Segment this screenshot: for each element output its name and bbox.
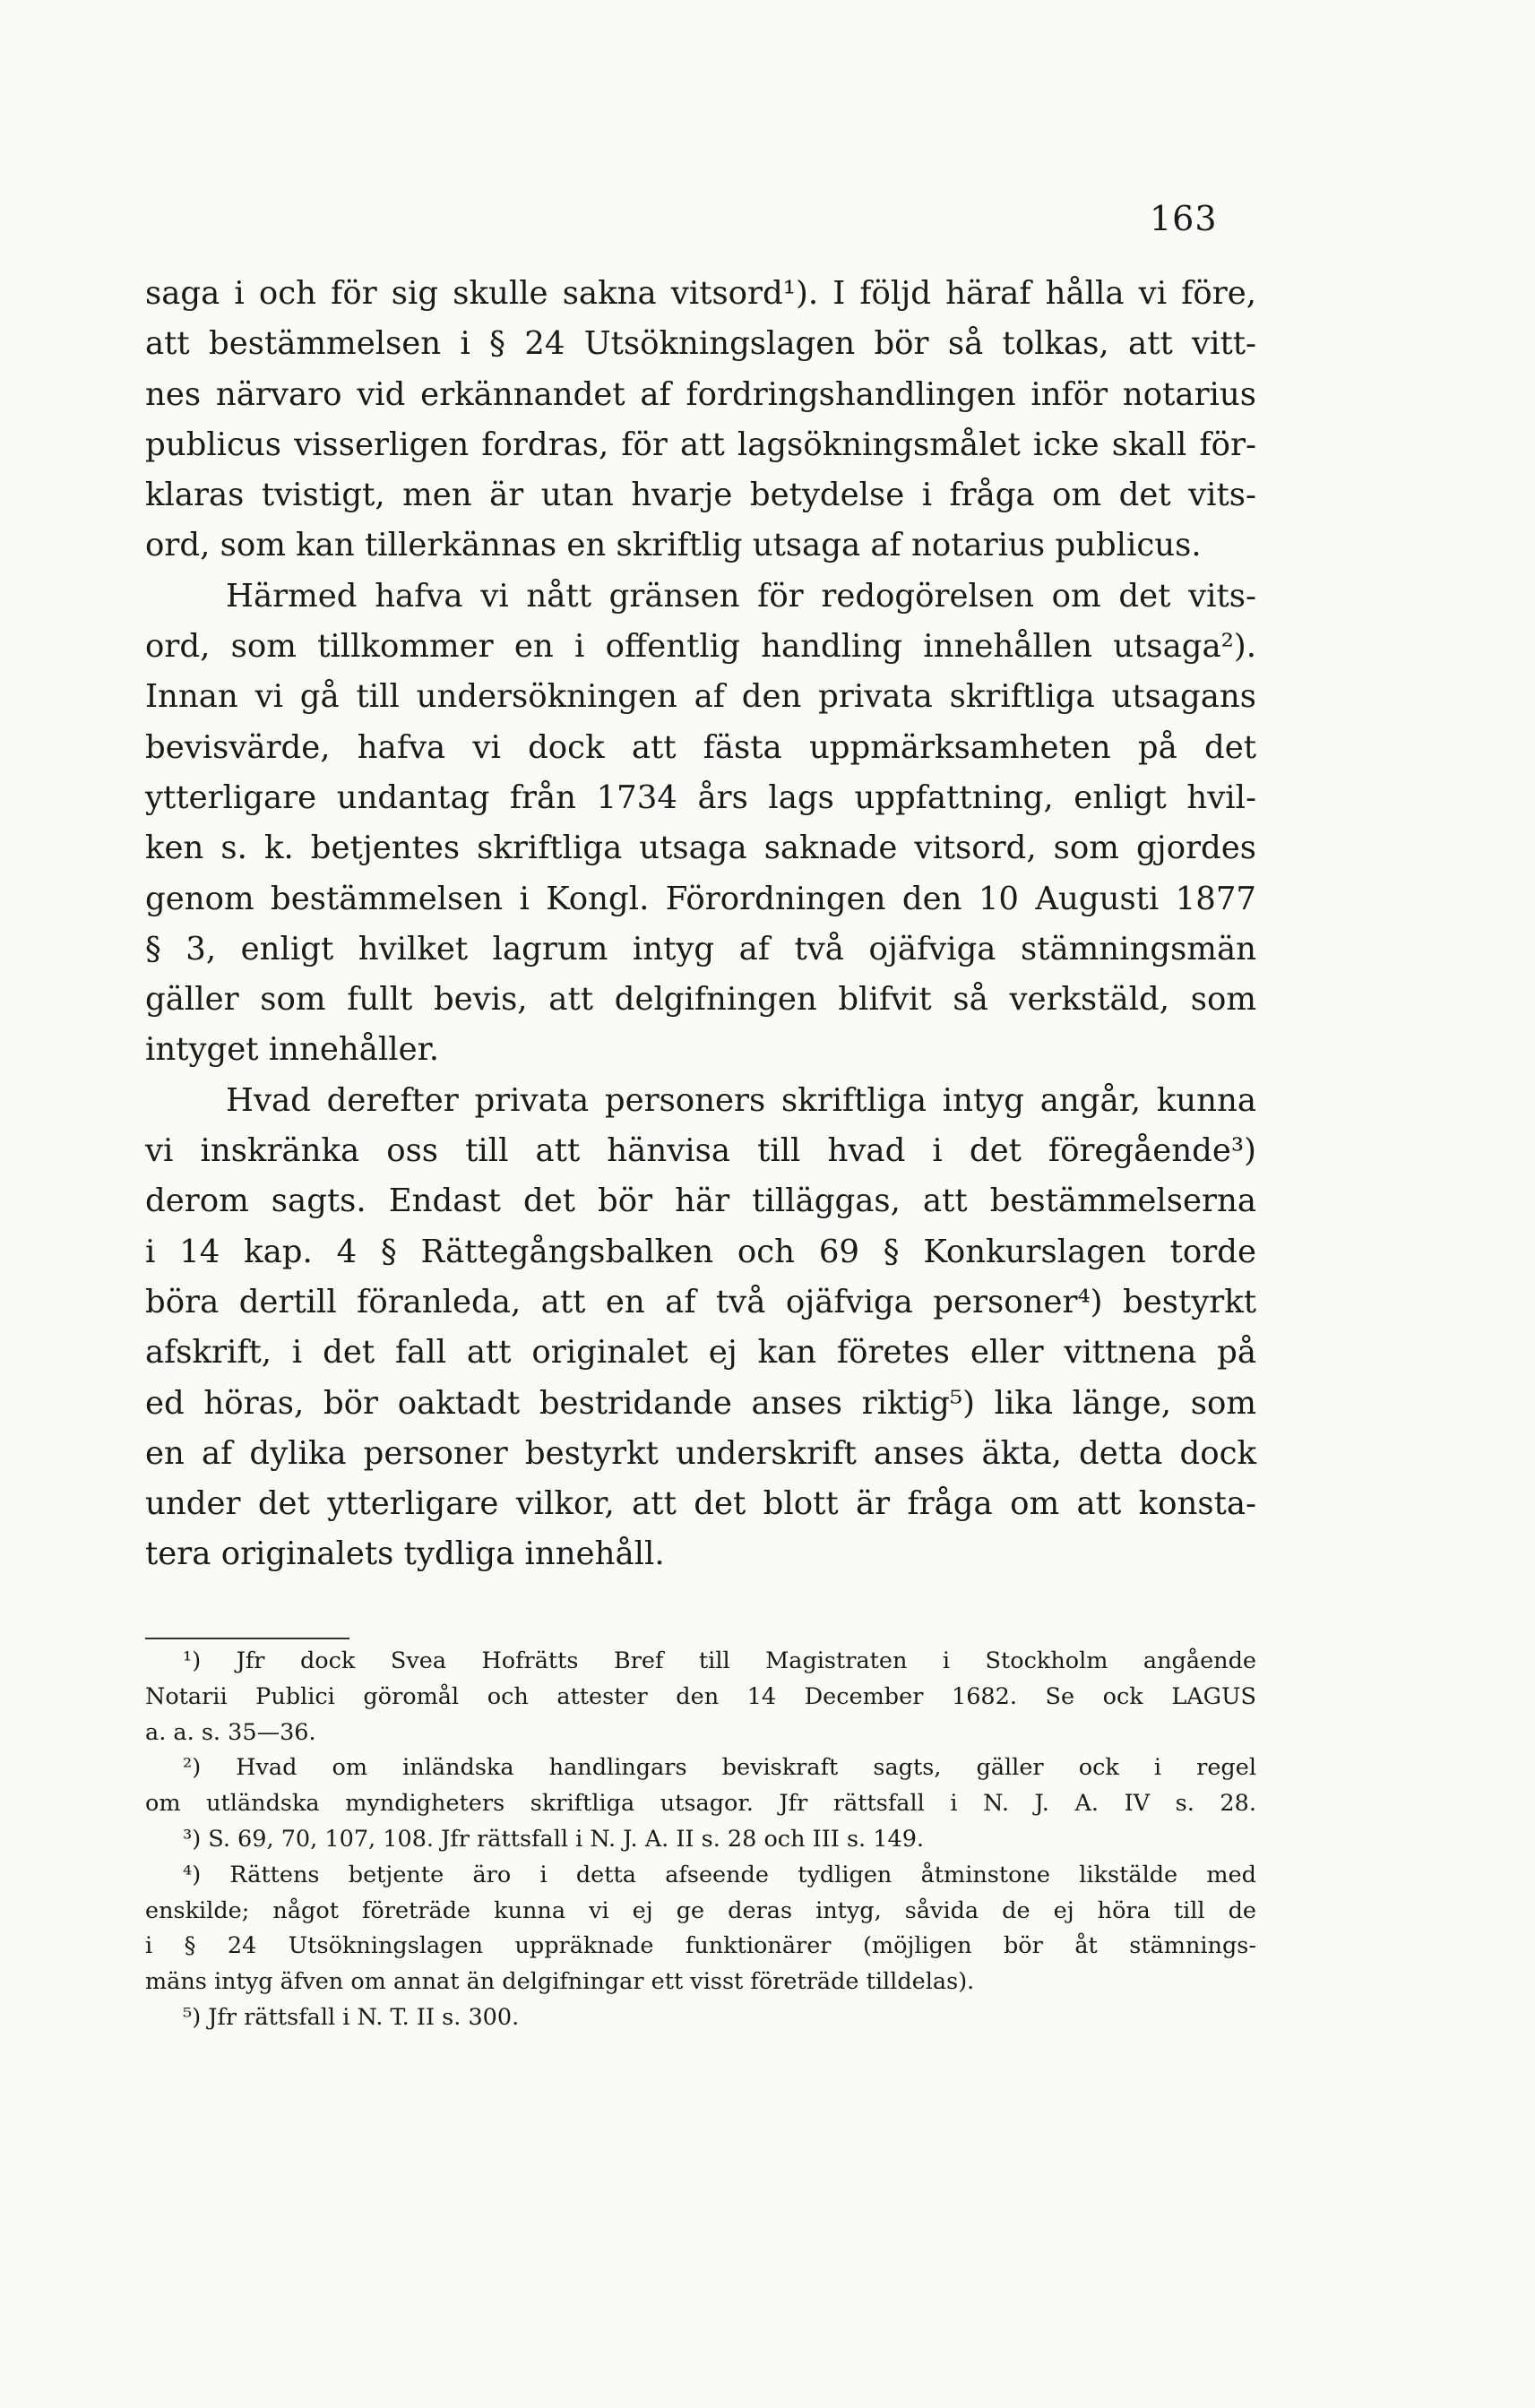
- text-line: vi inskränka oss till att hänvisa till hvad i det föregående³): [145, 1132, 1256, 1170]
- text-line: gäller som fullt bevis, att delgifningen blifvit så verkstäld, som: [145, 981, 1256, 1019]
- footnote-line: mäns intyg äfven om annat än delgifningar ett visst företräde tilldelas).: [145, 1968, 975, 1996]
- footnote-line: a. a. s. 35—36.: [145, 1718, 316, 1746]
- footnote-line: ⁴) Rättens betjente äro i detta afseende tydligen åtminstone likstälde med: [183, 1861, 1256, 1888]
- footnotes: [145, 1644, 1256, 2036]
- footnote-line: ²) Hvad om inländska handlingars beviskraft sagts, gäller ock i regel: [183, 1754, 1256, 1782]
- text-line: bevisvärde, hafva vi dock att fästa uppmärksamheten på det: [145, 728, 1256, 766]
- text-line: ord, som tillkommer en i offentlig handling innehållen utsaga²).: [145, 628, 1256, 666]
- text-line: ytterligare undantag från 1734 års lags uppfattning, enligt hvil-: [145, 778, 1256, 816]
- text-line: tera originalets tydliga innehåll.: [145, 1535, 665, 1573]
- text-line: derom sagts. Endast det bör här tilläggas, att bestämmelserna: [145, 1182, 1256, 1220]
- text-line: i 14 kap. 4 § Rättegångsbalken och 69 § Konkurslagen torde: [145, 1233, 1256, 1270]
- text-line: Innan vi gå till undersökningen af den privata skriftliga utsagans: [145, 678, 1256, 716]
- text-line: § 3, enligt hvilket lagrum intyg af två ojäfviga stämningsmän: [145, 930, 1256, 968]
- text-line: under det ytterligare vilkor, att det blott är fråga om att konsta-: [145, 1485, 1256, 1523]
- text-line: afskrift, i det fall att originalet ej kan företes eller vittnena på: [145, 1334, 1256, 1372]
- footnote-line: Notarii Publici göromål och attester den 14 December 1682. Se ock LAGUS: [145, 1682, 1256, 1710]
- text-line: ed höras, bör oaktadt bestridande anses riktig⁵) lika länge, som: [145, 1384, 1256, 1422]
- text-line: ord, som kan tillerkännas en skriftlig utsaga af notarius publicus.: [145, 527, 1202, 564]
- text-line: saga i och för sig skulle sakna vitsord¹). I följd häraf hålla vi före,: [145, 275, 1256, 312]
- footnote-line: ¹) Jfr dock Svea Hofrätts Bref till Magistraten i Stockholm angående: [183, 1647, 1256, 1674]
- body-text: [145, 269, 1256, 1580]
- page-number: 163: [1150, 199, 1218, 238]
- text-line: klaras tvistigt, men är utan hvarje betydelse i fråga om det vits-: [145, 477, 1256, 514]
- text-line: ken s. k. betjentes skriftliga utsaga saknade vitsord, som gjordes: [145, 830, 1256, 867]
- text-line: att bestämmelsen i § 24 Utsökningslagen bör så tolkas, att vitt-: [145, 325, 1256, 363]
- text-line: böra dertill föranleda, att en af två ojäfviga personer⁴) bestyrkt: [145, 1283, 1256, 1320]
- footnote-line: i § 24 Utsökningslagen uppräknade funktionärer (möjligen bör åt stämnings-: [145, 1932, 1256, 1960]
- text-line: Härmed hafva vi nått gränsen för redogörelsen om det vits-: [226, 577, 1256, 615]
- footnote-line: enskilde; något företräde kunna vi ej ge deras intyg, såvida de ej höra till de: [145, 1896, 1256, 1924]
- text-line: publicus visserligen fordras, för att lagsökningsmålet icke skall för-: [145, 426, 1256, 463]
- text-line: Hvad derefter privata personers skriftliga intyg angår, kunna: [226, 1081, 1256, 1119]
- text-line: nes närvaro vid erkännandet af fordringshandlingen inför notarius: [145, 375, 1256, 413]
- text-line: intyget innehåller.: [145, 1031, 440, 1069]
- footnote-divider: [145, 1638, 349, 1639]
- footnote-line: ³) S. 69, 70, 107, 108. Jfr rättsfall i N. J. A. II s. 28 och III s. 149.: [183, 1825, 925, 1853]
- footnote-line: ⁵) Jfr rättsfall i N. T. II s. 300.: [183, 2003, 520, 2031]
- text-line: en af dylika personer bestyrkt underskrift anses äkta, detta dock: [145, 1434, 1256, 1472]
- text-line: genom bestämmelsen i Kongl. Förordningen den 10 Augusti 1877: [145, 880, 1256, 917]
- footnote-line: om utländska myndigheters skriftliga utsagor. Jfr rättsfall i N. J. A. IV s. 28.: [145, 1790, 1256, 1818]
